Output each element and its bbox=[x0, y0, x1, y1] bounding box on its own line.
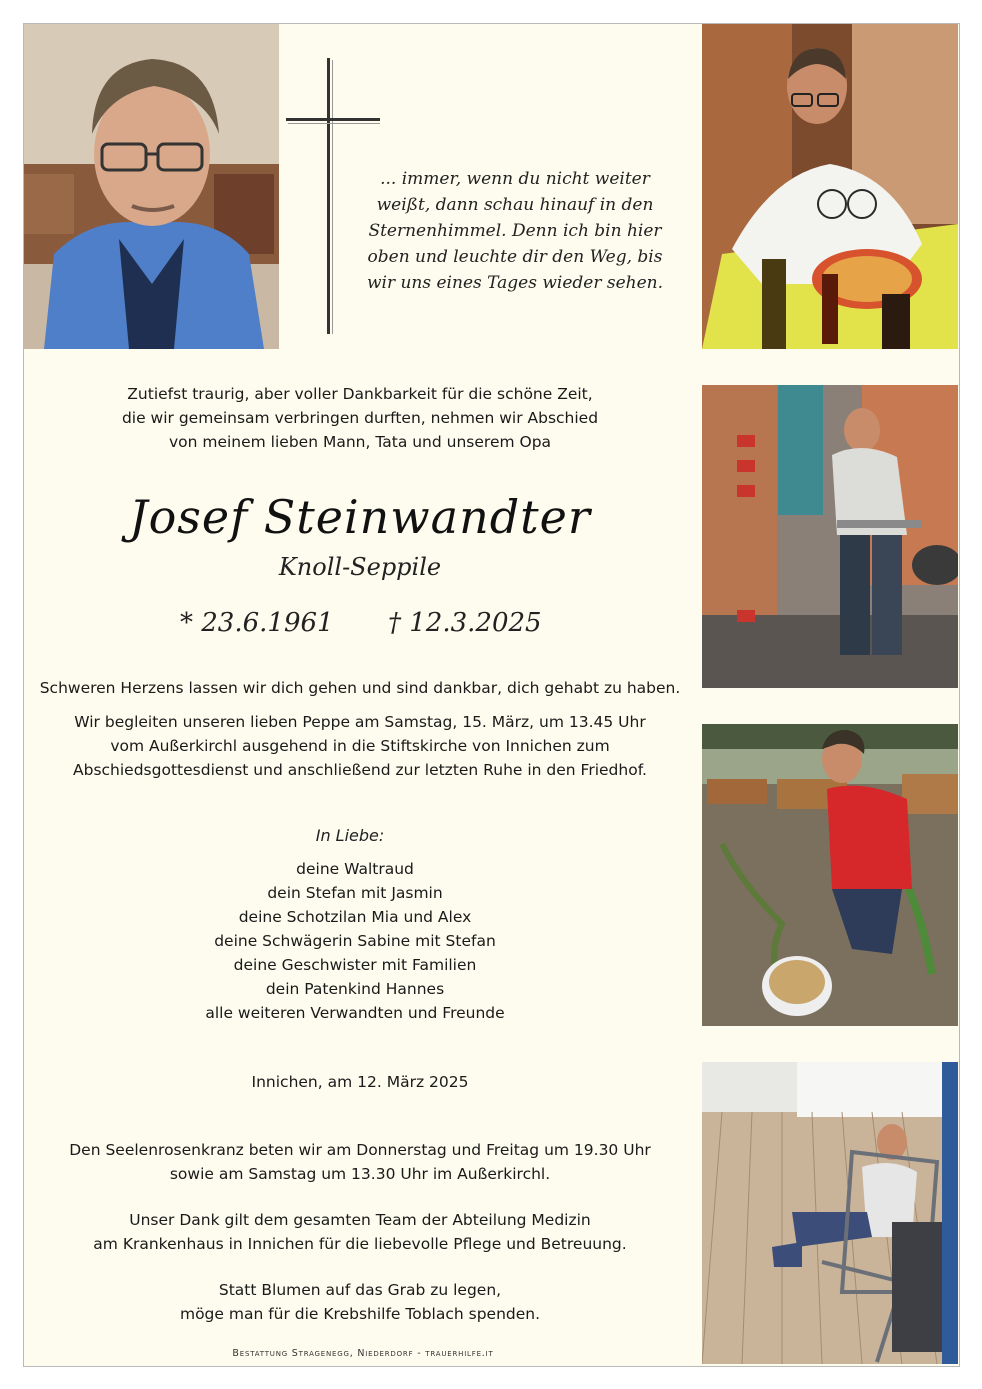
restaurant-photo bbox=[702, 24, 958, 349]
quote-line: wir uns eines Tages wieder sehen. bbox=[366, 273, 664, 293]
rosary-line: sowie am Samstag um 13.30 Uhr im Außerkirchl. bbox=[169, 1165, 551, 1183]
heavy-heart-line: Schweren Herzens lassen wir dich gehen und sind dankbar, dich gehabt zu haben. bbox=[39, 679, 681, 697]
quote-line: ... immer, wenn du nicht weiter bbox=[380, 169, 650, 189]
mourner-line: deine Waltraud bbox=[296, 860, 414, 878]
funeral-home-footer: Bestattung Stragenegg, Niederdorf - trauerhilfe.it bbox=[232, 1348, 494, 1359]
in-love-label: In Liebe: bbox=[315, 826, 385, 845]
thanks-text bbox=[26, 1208, 694, 1256]
quote-line: Sternenhimmel. Denn ich bin hier bbox=[368, 221, 662, 241]
donation-line: Statt Blumen auf das Grab zu legen, bbox=[218, 1281, 502, 1299]
place-date-line: Innichen, am 12. März 2025 bbox=[251, 1073, 469, 1091]
deceased-nickname: Knoll-Seppile bbox=[278, 553, 442, 581]
quote-line: weißt, dann schau hinauf in den bbox=[376, 195, 654, 215]
death-date: † 12.3.2025 bbox=[388, 608, 542, 638]
terrace-photo bbox=[702, 1062, 958, 1364]
rosary-line: Den Seelenrosenkranz beten wir am Donnerstag und Freitag um 19.30 Uhr bbox=[69, 1141, 651, 1159]
funeral-line: Abschiedsgottesdienst und anschließend zur letzten Ruhe in den Friedhof. bbox=[73, 761, 647, 779]
mourner-line: deine Schwägerin Sabine mit Stefan bbox=[214, 932, 496, 950]
intro-text bbox=[40, 382, 680, 454]
thanks-line: am Krankenhaus in Innichen für die liebevolle Pflege und Betreuung. bbox=[93, 1235, 627, 1253]
mourner-line: dein Stefan mit Jasmin bbox=[267, 884, 443, 902]
mourner-line: alle weiteren Verwandten und Freunde bbox=[205, 1004, 505, 1022]
garden-photo bbox=[702, 724, 958, 1026]
memorial-quote bbox=[330, 166, 700, 296]
donation-text bbox=[26, 1278, 694, 1326]
intro-line: von meinem lieben Mann, Tata und unserem Opa bbox=[168, 433, 552, 451]
mourners-list bbox=[170, 857, 540, 1025]
birth-date: * 23.6.1961 bbox=[180, 608, 334, 638]
mourner-line: dein Patenkind Hannes bbox=[265, 980, 445, 998]
funeral-line: Wir begleiten unseren lieben Peppe am Samstag, 15. März, um 13.45 Uhr bbox=[74, 713, 646, 731]
thanks-line: Unser Dank gilt dem gesamten Team der Abteilung Medizin bbox=[129, 1211, 591, 1229]
intro-line: die wir gemeinsam verbringen durften, nehmen wir Abschied bbox=[121, 409, 599, 427]
rosary-text bbox=[26, 1138, 694, 1186]
mourner-line: deine Schotzilan Mia und Alex bbox=[238, 908, 472, 926]
quote-line: oben und leuchte dir den Weg, bis bbox=[367, 247, 663, 267]
heavy-heart-text bbox=[26, 676, 694, 700]
donation-line: möge man für die Krebshilfe Toblach spenden. bbox=[179, 1305, 541, 1323]
place-date bbox=[150, 1070, 570, 1094]
deceased-name: Josef Steinwandter bbox=[129, 490, 591, 544]
intro-line: Zutiefst traurig, aber voller Dankbarkeit für die schöne Zeit, bbox=[127, 385, 593, 403]
funeral-line: vom Außerkirchl ausgehend in die Stiftskirche von Innichen zum bbox=[110, 737, 610, 755]
mourner-line: deine Geschwister mit Familien bbox=[233, 956, 477, 974]
funeral-text bbox=[26, 710, 694, 782]
portrait-photo bbox=[24, 24, 279, 349]
construction-photo bbox=[702, 385, 958, 688]
